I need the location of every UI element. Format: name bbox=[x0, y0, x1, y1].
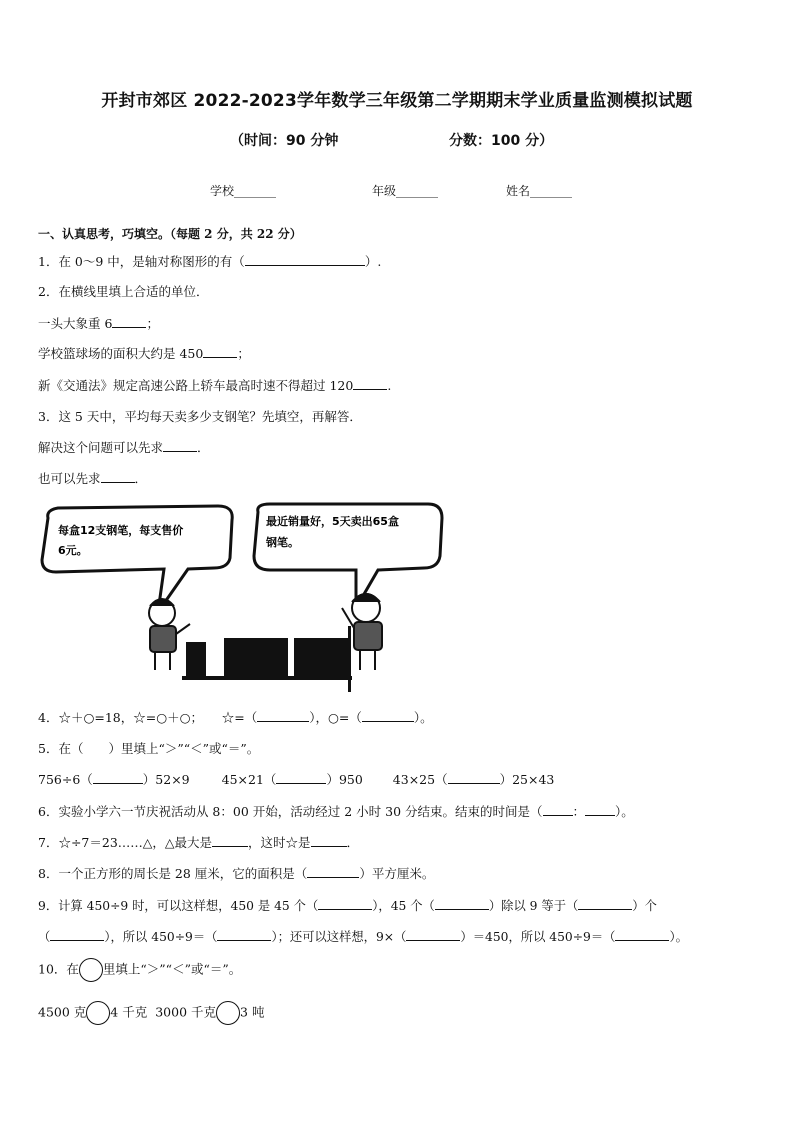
exam-score: 分数：100 分） bbox=[449, 133, 554, 149]
answer-blank[interactable] bbox=[93, 771, 143, 784]
left-child-figure bbox=[149, 599, 190, 670]
question-8: 8．一个正方形的周长是 28 厘米，它的面积是（ ）平方厘米。 bbox=[38, 866, 435, 881]
question-4: 4．☆＋○=18，☆=○＋○； ☆=（ ），○=（ ）。 bbox=[38, 710, 433, 725]
question-3b: 也可以先求 ． bbox=[38, 471, 148, 486]
question-10-stem: 10．在 里填上“＞”“＜”或“＝”。 bbox=[38, 958, 241, 982]
answer-blank[interactable] bbox=[245, 253, 365, 266]
compare-circle[interactable] bbox=[86, 1001, 110, 1025]
answer-blank[interactable] bbox=[101, 470, 135, 483]
question-2b: 学校篮球场的面积大约是 450 ； bbox=[38, 346, 250, 361]
question-3a: 解决这个问题可以先求 ． bbox=[38, 440, 210, 455]
left-speech-bubble bbox=[42, 506, 232, 612]
compare-circle[interactable] bbox=[79, 958, 103, 982]
answer-blank[interactable] bbox=[435, 897, 489, 910]
answer-blank[interactable] bbox=[615, 928, 669, 941]
answer-blank[interactable] bbox=[318, 897, 372, 910]
question-2a: 一头大象重 6 ； bbox=[38, 316, 159, 331]
answer-blank[interactable] bbox=[362, 709, 414, 722]
right-bubble-text-1: 最近销量好，5天卖出65盒 bbox=[266, 515, 399, 528]
answer-blank[interactable] bbox=[578, 897, 632, 910]
answer-blank[interactable] bbox=[353, 377, 387, 390]
answer-blank[interactable] bbox=[543, 803, 573, 816]
answer-blank[interactable] bbox=[203, 345, 237, 358]
question-9-line-2: （ ），所以 450÷9＝（ ）；还可以这样想，9×（ ）＝450，所以 450÷9＝（ ）。 bbox=[38, 930, 688, 944]
answer-blank[interactable] bbox=[307, 865, 359, 878]
answer-blank[interactable] bbox=[212, 834, 248, 847]
right-bubble-text-2: 钢笔。 bbox=[266, 536, 299, 549]
answer-blank[interactable] bbox=[276, 771, 326, 784]
exam-time: （时间：90 分钟 bbox=[230, 133, 339, 149]
name-field: 姓名_______ bbox=[506, 184, 573, 198]
page-title: 开封市郊区 2022-2023学年数学三年级第二学期期末学业质量监测模拟试题 bbox=[101, 91, 693, 111]
question-2-stem: 2．在横线里填上合适的单位． bbox=[38, 284, 209, 299]
section-heading: 一、认真思考，巧填空。（每题 2 分，共 22 分） bbox=[38, 227, 302, 241]
question-9-line-1: 9．计算 450÷9 时，可以这样想，450 是 45 个（ ），45 个（ ）除以 9 等于（ ）个 bbox=[38, 899, 657, 913]
question-10-expressions: 4500 克 4 千克 3000 千克 3 吨 bbox=[38, 1001, 264, 1025]
question-2c: 新《交通法》规定高速公路上轿车最高时速不得超过 120 . bbox=[38, 378, 392, 393]
answer-blank[interactable] bbox=[257, 709, 309, 722]
question-5-expressions: 756÷6（ ）52×9 45×21（ ）950 43×25（ ）25×43 bbox=[38, 772, 555, 787]
answer-blank[interactable] bbox=[217, 928, 271, 941]
answer-blank[interactable] bbox=[163, 439, 197, 452]
answer-blank[interactable] bbox=[448, 771, 500, 784]
question-1: 1．在 0～9 中，是轴对称图形的有（ ）. bbox=[38, 254, 382, 269]
left-bubble-text-2: 6元。 bbox=[58, 544, 88, 557]
question-3-stem: 3．这 5 天中，平均每天卖多少支钢笔？先填空，再解答． bbox=[38, 409, 362, 424]
grade-field: 年级_______ bbox=[372, 184, 439, 198]
answer-blank[interactable] bbox=[112, 315, 146, 328]
left-bubble-text-1: 每盒12支钢笔，每支售价 bbox=[58, 524, 184, 537]
answer-blank[interactable] bbox=[406, 928, 460, 941]
question-5-stem: 5．在（ ）里填上“＞”“＜”或“＝”。 bbox=[38, 741, 260, 756]
bar-blocks bbox=[182, 638, 352, 680]
compare-circle[interactable] bbox=[216, 1001, 240, 1025]
answer-blank[interactable] bbox=[50, 928, 104, 941]
school-field: 学校_______ bbox=[210, 184, 277, 198]
answer-blank[interactable] bbox=[585, 803, 615, 816]
answer-blank[interactable] bbox=[311, 834, 347, 847]
question-6: 6．实验小学六一节庆祝活动从 8：00 开始，活动经过 2 小时 30 分结束。结束的时间是（ ： ）。 bbox=[38, 804, 634, 819]
pen-sales-illustration bbox=[38, 500, 458, 696]
question-7: 7．☆÷7＝23……△，△最大是 ，这时☆是 ． bbox=[38, 835, 360, 850]
